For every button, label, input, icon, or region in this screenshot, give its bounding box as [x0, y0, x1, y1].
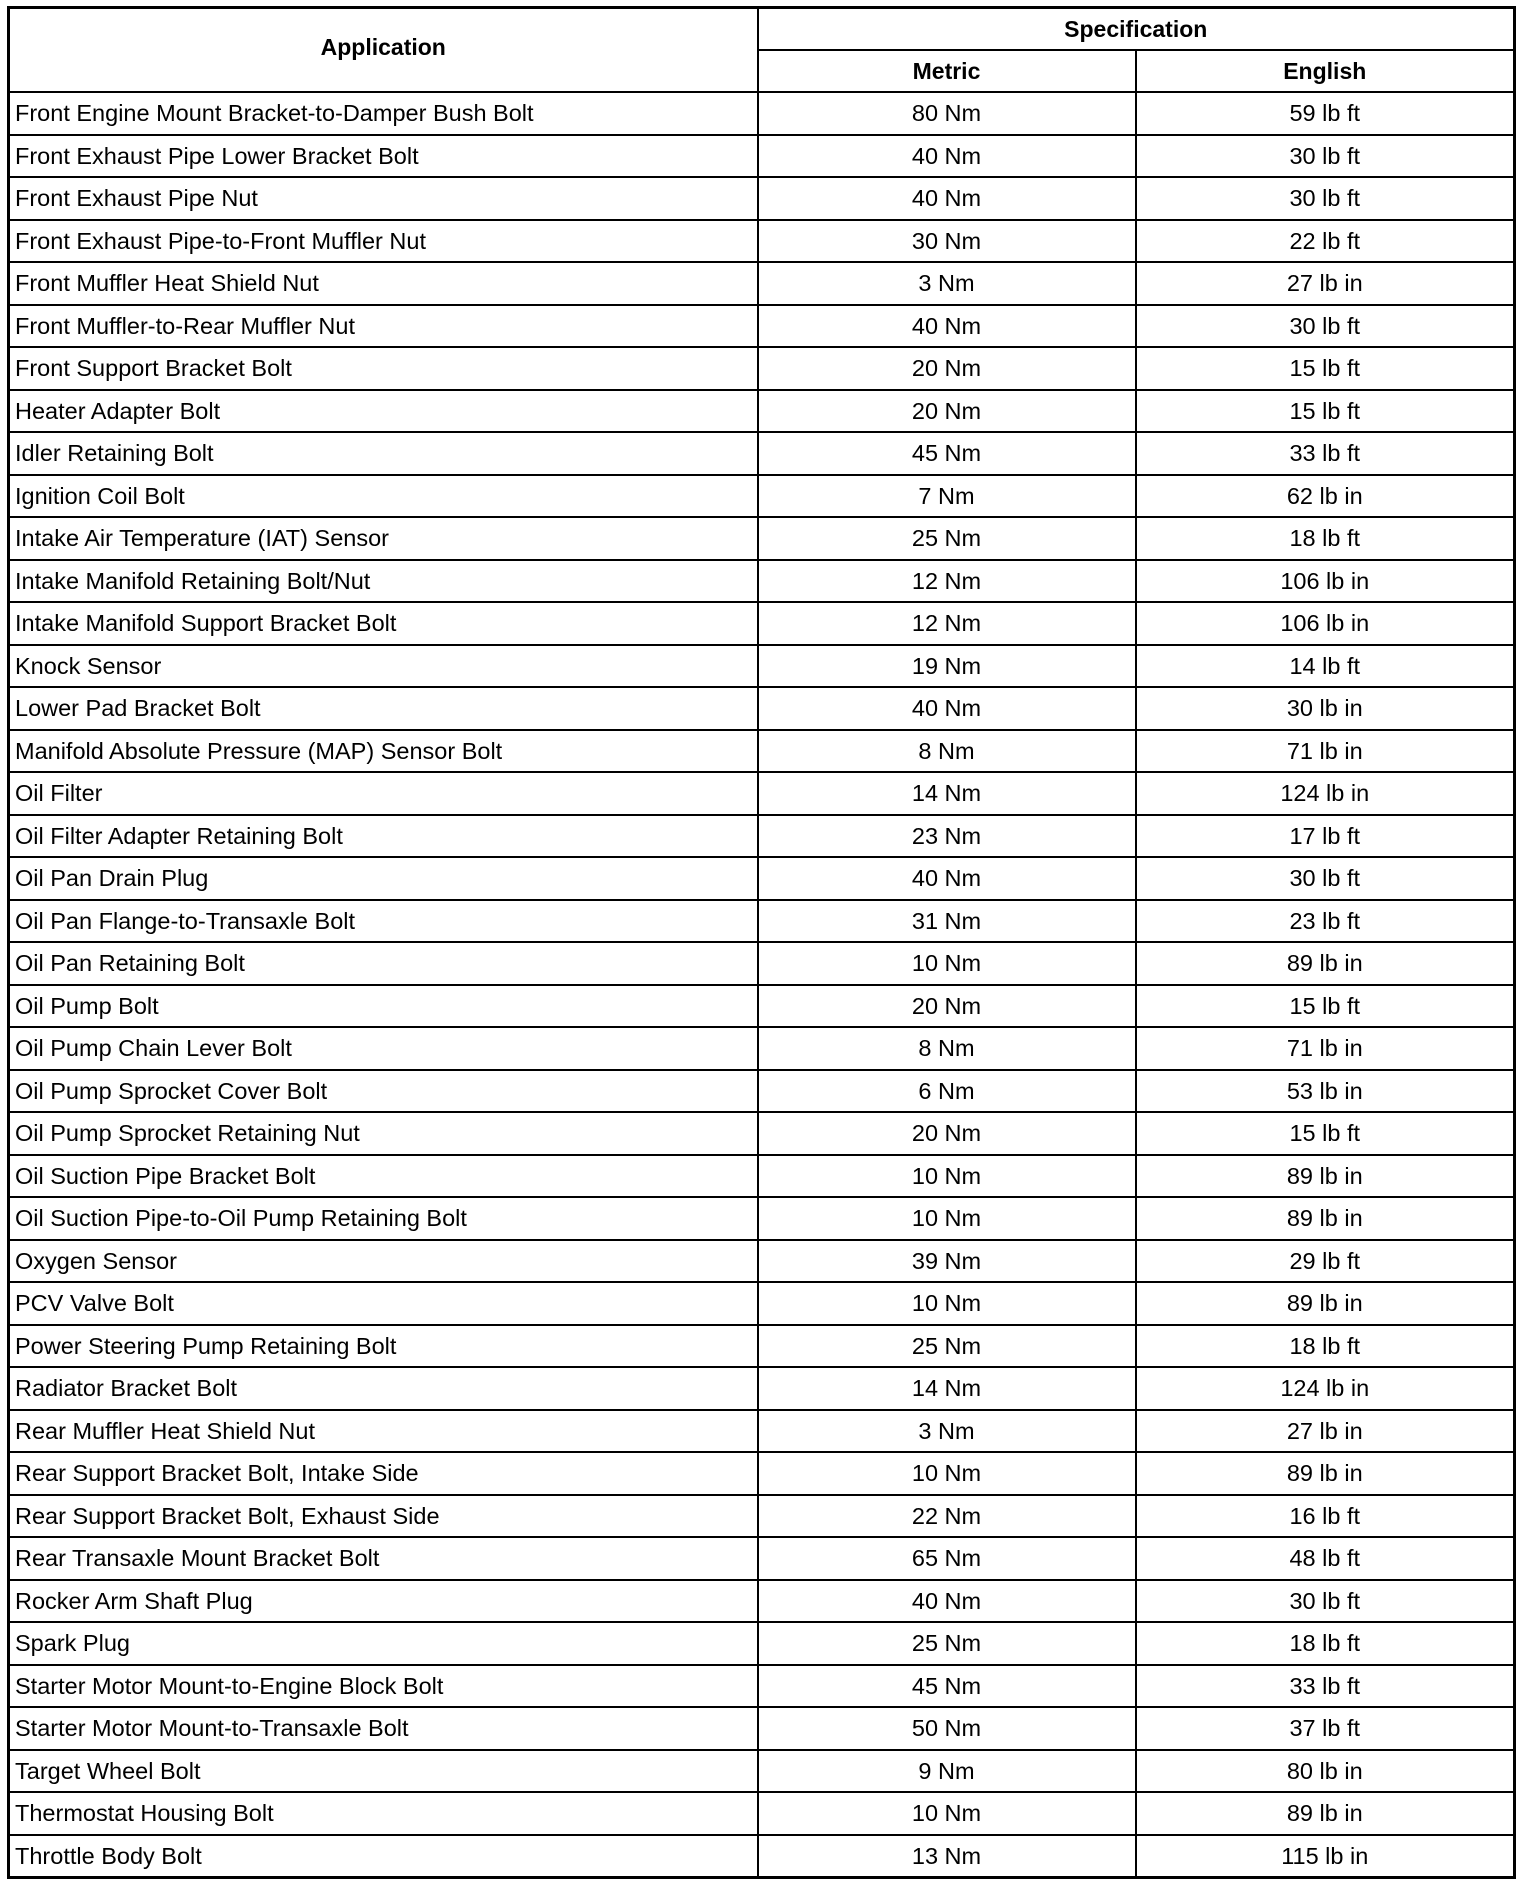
table-row — [9, 432, 1515, 475]
metric-cell: 10 Nm — [758, 1197, 1136, 1240]
metric-cell: 7 Nm — [758, 475, 1136, 518]
application-cell: Target Wheel Bolt — [9, 1750, 758, 1793]
table-row — [9, 1325, 1515, 1368]
application-cell: Idler Retaining Bolt — [9, 432, 758, 475]
application-cell: Front Support Bracket Bolt — [9, 347, 758, 390]
metric-cell: 25 Nm — [758, 1325, 1136, 1368]
table-row — [9, 1155, 1515, 1198]
table-row — [9, 1622, 1515, 1665]
torque-spec-table — [7, 6, 1516, 1879]
english-cell: 18 lb ft — [1136, 1325, 1515, 1368]
english-cell: 27 lb in — [1136, 262, 1515, 305]
metric-cell: 8 Nm — [758, 1027, 1136, 1070]
table-row — [9, 687, 1515, 730]
english-cell: 37 lb ft — [1136, 1707, 1515, 1750]
application-cell: Intake Air Temperature (IAT) Sensor — [9, 517, 758, 560]
english-cell: 80 lb in — [1136, 1750, 1515, 1793]
application-cell: Rear Transaxle Mount Bracket Bolt — [9, 1537, 758, 1580]
english-cell: 115 lb in — [1136, 1835, 1515, 1878]
table-row — [9, 1495, 1515, 1538]
table-row — [9, 985, 1515, 1028]
english-cell: 89 lb in — [1136, 1282, 1515, 1325]
english-cell: 89 lb in — [1136, 1197, 1515, 1240]
application-cell: Front Exhaust Pipe Lower Bracket Bolt — [9, 135, 758, 178]
application-cell: Manifold Absolute Pressure (MAP) Sensor Bolt — [9, 730, 758, 773]
application-cell: Starter Motor Mount-to-Engine Block Bolt — [9, 1665, 758, 1708]
english-cell: 59 lb ft — [1136, 92, 1515, 135]
application-cell: Rear Support Bracket Bolt, Intake Side — [9, 1452, 758, 1495]
application-cell: Oil Pump Sprocket Retaining Nut — [9, 1112, 758, 1155]
english-cell: 22 lb ft — [1136, 220, 1515, 263]
metric-cell: 45 Nm — [758, 432, 1136, 475]
table-row — [9, 1792, 1515, 1835]
table-row — [9, 815, 1515, 858]
english-cell: 30 lb in — [1136, 687, 1515, 730]
table-row — [9, 177, 1515, 220]
table-row — [9, 1240, 1515, 1283]
table-row — [9, 857, 1515, 900]
metric-cell: 20 Nm — [758, 347, 1136, 390]
metric-cell: 14 Nm — [758, 1367, 1136, 1410]
table-header — [9, 8, 1515, 93]
metric-cell: 45 Nm — [758, 1665, 1136, 1708]
table-row — [9, 1070, 1515, 1113]
application-cell: Oil Pump Bolt — [9, 985, 758, 1028]
application-column-header: Application — [9, 8, 758, 93]
metric-cell: 40 Nm — [758, 305, 1136, 348]
table-row — [9, 900, 1515, 943]
metric-cell: 12 Nm — [758, 602, 1136, 645]
application-cell: Oil Pan Retaining Bolt — [9, 942, 758, 985]
application-cell: Lower Pad Bracket Bolt — [9, 687, 758, 730]
english-cell: 89 lb in — [1136, 942, 1515, 985]
application-cell: Rear Support Bracket Bolt, Exhaust Side — [9, 1495, 758, 1538]
english-cell: 23 lb ft — [1136, 900, 1515, 943]
metric-cell: 40 Nm — [758, 687, 1136, 730]
application-cell: Radiator Bracket Bolt — [9, 1367, 758, 1410]
table-row — [9, 645, 1515, 688]
metric-cell: 40 Nm — [758, 135, 1136, 178]
metric-cell: 40 Nm — [758, 857, 1136, 900]
english-cell: 16 lb ft — [1136, 1495, 1515, 1538]
english-cell: 106 lb in — [1136, 560, 1515, 603]
application-cell: PCV Valve Bolt — [9, 1282, 758, 1325]
application-cell: Oil Suction Pipe Bracket Bolt — [9, 1155, 758, 1198]
table-row — [9, 1665, 1515, 1708]
table-row — [9, 1282, 1515, 1325]
metric-cell: 20 Nm — [758, 1112, 1136, 1155]
metric-cell: 80 Nm — [758, 92, 1136, 135]
application-cell: Throttle Body Bolt — [9, 1835, 758, 1878]
metric-cell: 8 Nm — [758, 730, 1136, 773]
english-cell: 18 lb ft — [1136, 1622, 1515, 1665]
metric-cell: 9 Nm — [758, 1750, 1136, 1793]
application-cell: Oil Pump Chain Lever Bolt — [9, 1027, 758, 1070]
metric-cell: 20 Nm — [758, 390, 1136, 433]
metric-cell: 20 Nm — [758, 985, 1136, 1028]
table-row — [9, 730, 1515, 773]
english-cell: 124 lb in — [1136, 772, 1515, 815]
table-row — [9, 1410, 1515, 1453]
table-row — [9, 1707, 1515, 1750]
english-cell: 33 lb ft — [1136, 1665, 1515, 1708]
metric-cell: 25 Nm — [758, 517, 1136, 560]
application-cell: Oil Pan Flange-to-Transaxle Bolt — [9, 900, 758, 943]
english-cell: 89 lb in — [1136, 1155, 1515, 1198]
application-cell: Ignition Coil Bolt — [9, 475, 758, 518]
application-cell: Front Engine Mount Bracket-to-Damper Bush Bolt — [9, 92, 758, 135]
table-row — [9, 347, 1515, 390]
table-row — [9, 1580, 1515, 1623]
application-cell: Front Muffler-to-Rear Muffler Nut — [9, 305, 758, 348]
english-cell: 29 lb ft — [1136, 1240, 1515, 1283]
english-cell: 27 lb in — [1136, 1410, 1515, 1453]
english-cell: 89 lb in — [1136, 1452, 1515, 1495]
english-cell: 30 lb ft — [1136, 1580, 1515, 1623]
metric-cell: 6 Nm — [758, 1070, 1136, 1113]
english-cell: 14 lb ft — [1136, 645, 1515, 688]
metric-cell: 23 Nm — [758, 815, 1136, 858]
application-cell: Thermostat Housing Bolt — [9, 1792, 758, 1835]
table-row — [9, 517, 1515, 560]
english-cell: 30 lb ft — [1136, 857, 1515, 900]
english-cell: 71 lb in — [1136, 1027, 1515, 1070]
metric-cell: 10 Nm — [758, 942, 1136, 985]
metric-cell: 3 Nm — [758, 262, 1136, 305]
application-cell: Oxygen Sensor — [9, 1240, 758, 1283]
english-cell: 15 lb ft — [1136, 347, 1515, 390]
table-body — [9, 92, 1515, 1878]
application-cell: Oil Filter Adapter Retaining Bolt — [9, 815, 758, 858]
english-cell: 62 lb in — [1136, 475, 1515, 518]
table-row — [9, 1197, 1515, 1240]
application-cell: Rear Muffler Heat Shield Nut — [9, 1410, 758, 1453]
table-row — [9, 1835, 1515, 1878]
metric-cell: 10 Nm — [758, 1792, 1136, 1835]
english-cell: 18 lb ft — [1136, 517, 1515, 560]
application-cell: Intake Manifold Retaining Bolt/Nut — [9, 560, 758, 603]
metric-cell: 40 Nm — [758, 177, 1136, 220]
english-cell: 71 lb in — [1136, 730, 1515, 773]
english-cell: 106 lb in — [1136, 602, 1515, 645]
metric-cell: 19 Nm — [758, 645, 1136, 688]
english-cell: 30 lb ft — [1136, 177, 1515, 220]
application-cell: Oil Suction Pipe-to-Oil Pump Retaining Bolt — [9, 1197, 758, 1240]
application-cell: Heater Adapter Bolt — [9, 390, 758, 433]
table-row — [9, 305, 1515, 348]
header-row-top — [9, 8, 1515, 51]
application-cell: Oil Pan Drain Plug — [9, 857, 758, 900]
english-cell: 48 lb ft — [1136, 1537, 1515, 1580]
table-row — [9, 1112, 1515, 1155]
application-cell: Knock Sensor — [9, 645, 758, 688]
metric-cell: 39 Nm — [758, 1240, 1136, 1283]
table-row — [9, 390, 1515, 433]
english-cell: 33 lb ft — [1136, 432, 1515, 475]
table-row — [9, 92, 1515, 135]
english-cell: 30 lb ft — [1136, 305, 1515, 348]
table-row — [9, 475, 1515, 518]
table-row — [9, 135, 1515, 178]
table-row — [9, 1452, 1515, 1495]
application-cell: Intake Manifold Support Bracket Bolt — [9, 602, 758, 645]
metric-cell: 10 Nm — [758, 1155, 1136, 1198]
english-cell: 15 lb ft — [1136, 390, 1515, 433]
metric-cell: 25 Nm — [758, 1622, 1136, 1665]
application-cell: Oil Pump Sprocket Cover Bolt — [9, 1070, 758, 1113]
table-row — [9, 1027, 1515, 1070]
table-row — [9, 220, 1515, 263]
table-row — [9, 1750, 1515, 1793]
metric-cell: 30 Nm — [758, 220, 1136, 263]
english-cell: 89 lb in — [1136, 1792, 1515, 1835]
table-row — [9, 772, 1515, 815]
table-row — [9, 560, 1515, 603]
application-cell: Front Muffler Heat Shield Nut — [9, 262, 758, 305]
spec-table-container — [7, 6, 1513, 1879]
english-cell: 124 lb in — [1136, 1367, 1515, 1410]
table-row — [9, 942, 1515, 985]
application-cell: Front Exhaust Pipe-to-Front Muffler Nut — [9, 220, 758, 263]
metric-column-header: Metric — [758, 50, 1136, 92]
application-cell: Power Steering Pump Retaining Bolt — [9, 1325, 758, 1368]
metric-cell: 12 Nm — [758, 560, 1136, 603]
metric-cell: 31 Nm — [758, 900, 1136, 943]
english-cell: 15 lb ft — [1136, 1112, 1515, 1155]
table-row — [9, 1367, 1515, 1410]
metric-cell: 10 Nm — [758, 1282, 1136, 1325]
application-cell: Front Exhaust Pipe Nut — [9, 177, 758, 220]
application-cell: Spark Plug — [9, 1622, 758, 1665]
metric-cell: 13 Nm — [758, 1835, 1136, 1878]
metric-cell: 10 Nm — [758, 1452, 1136, 1495]
english-cell: 17 lb ft — [1136, 815, 1515, 858]
metric-cell: 22 Nm — [758, 1495, 1136, 1538]
metric-cell: 3 Nm — [758, 1410, 1136, 1453]
english-cell: 15 lb ft — [1136, 985, 1515, 1028]
english-cell: 53 lb in — [1136, 1070, 1515, 1113]
table-row — [9, 1537, 1515, 1580]
metric-cell: 14 Nm — [758, 772, 1136, 815]
specification-group-header: Specification — [758, 8, 1515, 51]
application-cell: Starter Motor Mount-to-Transaxle Bolt — [9, 1707, 758, 1750]
application-cell: Oil Filter — [9, 772, 758, 815]
metric-cell: 40 Nm — [758, 1580, 1136, 1623]
table-row — [9, 602, 1515, 645]
english-cell: 30 lb ft — [1136, 135, 1515, 178]
table-row — [9, 262, 1515, 305]
metric-cell: 50 Nm — [758, 1707, 1136, 1750]
metric-cell: 65 Nm — [758, 1537, 1136, 1580]
application-cell: Rocker Arm Shaft Plug — [9, 1580, 758, 1623]
english-column-header: English — [1136, 50, 1515, 92]
